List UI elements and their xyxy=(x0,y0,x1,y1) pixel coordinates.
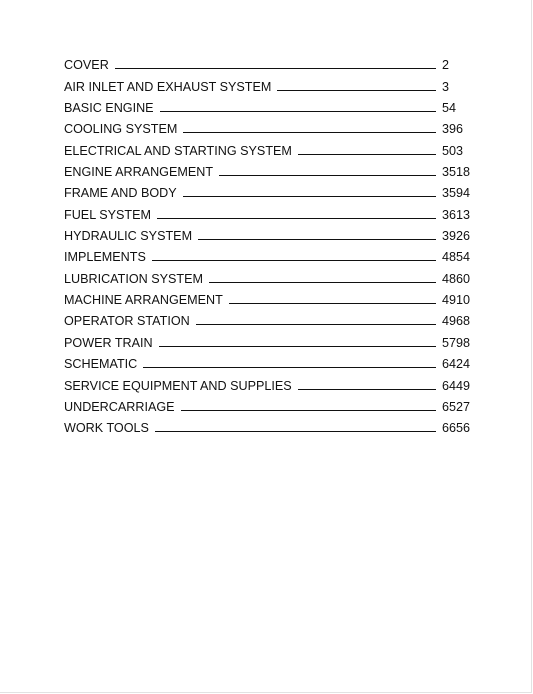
toc-entry-page: 6527 xyxy=(442,399,471,414)
toc-entry-title: IMPLEMENTS xyxy=(64,250,146,265)
toc-leader-line xyxy=(196,324,436,325)
toc-entry-title: ENGINE ARRANGEMENT xyxy=(64,165,214,180)
toc-leader-line xyxy=(198,239,436,240)
toc-entry[interactable] xyxy=(64,72,476,93)
toc-entry[interactable] xyxy=(64,94,476,115)
toc-entry-title: SERVICE EQUIPMENT AND SUPPLIES xyxy=(64,378,292,393)
toc-entry-page: 3594 xyxy=(442,186,471,201)
toc-entry[interactable] xyxy=(64,264,476,285)
toc-entry-page: 396 xyxy=(442,122,464,137)
toc-entry[interactable] xyxy=(64,179,476,200)
toc-entry-title: MACHINE ARRANGEMENT xyxy=(64,293,223,308)
toc-entry-page: 3 xyxy=(442,79,450,94)
toc-leader-line xyxy=(183,132,436,133)
toc-entry[interactable] xyxy=(64,115,476,136)
toc-entry-title: POWER TRAIN xyxy=(64,335,153,350)
toc-entry[interactable] xyxy=(64,371,476,392)
toc-entry-page: 3926 xyxy=(442,229,471,244)
toc-entry-title: COVER xyxy=(64,58,109,73)
table-of-contents xyxy=(64,51,476,435)
toc-entry[interactable] xyxy=(64,350,476,371)
toc-entry-title: FRAME AND BODY xyxy=(64,186,177,201)
toc-entry[interactable] xyxy=(64,158,476,179)
toc-entry[interactable] xyxy=(64,393,476,414)
toc-leader-line xyxy=(219,175,436,176)
toc-entry-page: 5798 xyxy=(442,335,471,350)
toc-entry-page: 503 xyxy=(442,143,464,158)
toc-entry-page: 4860 xyxy=(442,271,471,286)
toc-leader-line xyxy=(160,111,436,112)
toc-entry[interactable] xyxy=(64,51,476,72)
toc-entry[interactable] xyxy=(64,222,476,243)
toc-leader-line xyxy=(183,196,436,197)
toc-entry[interactable] xyxy=(64,307,476,328)
toc-entry-title: COOLING SYSTEM xyxy=(64,122,178,137)
toc-entry-title: LUBRICATION SYSTEM xyxy=(64,271,204,286)
toc-leader-line xyxy=(157,218,436,219)
toc-leader-line xyxy=(143,367,436,368)
toc-entry[interactable] xyxy=(64,200,476,221)
toc-leader-line xyxy=(298,389,436,390)
toc-leader-line xyxy=(159,346,436,347)
toc-entry-page: 3613 xyxy=(442,207,471,222)
toc-entry-title: SCHEMATIC xyxy=(64,357,138,372)
toc-entry-page: 4910 xyxy=(442,293,471,308)
toc-entry-title: BASIC ENGINE xyxy=(64,101,154,116)
toc-leader-line xyxy=(115,68,436,69)
toc-entry-page: 3518 xyxy=(442,165,471,180)
toc-leader-line xyxy=(209,282,436,283)
toc-leader-line xyxy=(181,410,436,411)
toc-entry-page: 4854 xyxy=(442,250,471,265)
toc-entry-page: 2 xyxy=(442,58,450,73)
toc-leader-line xyxy=(277,90,436,91)
toc-entry-page: 6449 xyxy=(442,378,471,393)
toc-leader-line xyxy=(155,431,436,432)
toc-entry-page: 4968 xyxy=(442,314,471,329)
toc-entry-page: 54 xyxy=(442,101,457,116)
toc-leader-line xyxy=(298,154,436,155)
toc-entry[interactable] xyxy=(64,243,476,264)
toc-entry[interactable] xyxy=(64,286,476,307)
toc-leader-line xyxy=(229,303,436,304)
toc-entry-page: 6656 xyxy=(442,421,471,436)
toc-entry[interactable] xyxy=(64,414,476,435)
toc-entry[interactable] xyxy=(64,136,476,157)
toc-entry-title: HYDRAULIC SYSTEM xyxy=(64,229,193,244)
toc-leader-line xyxy=(152,260,436,261)
toc-entry-title: AIR INLET AND EXHAUST SYSTEM xyxy=(64,79,272,94)
toc-entry-title: ELECTRICAL AND STARTING SYSTEM xyxy=(64,143,292,158)
toc-entry-title: UNDERCARRIAGE xyxy=(64,399,175,414)
toc-entry-title: FUEL SYSTEM xyxy=(64,207,152,222)
toc-entry-title: WORK TOOLS xyxy=(64,421,149,436)
toc-entry[interactable] xyxy=(64,328,476,349)
toc-entry-title: OPERATOR STATION xyxy=(64,314,190,329)
toc-entry-page: 6424 xyxy=(442,357,471,372)
